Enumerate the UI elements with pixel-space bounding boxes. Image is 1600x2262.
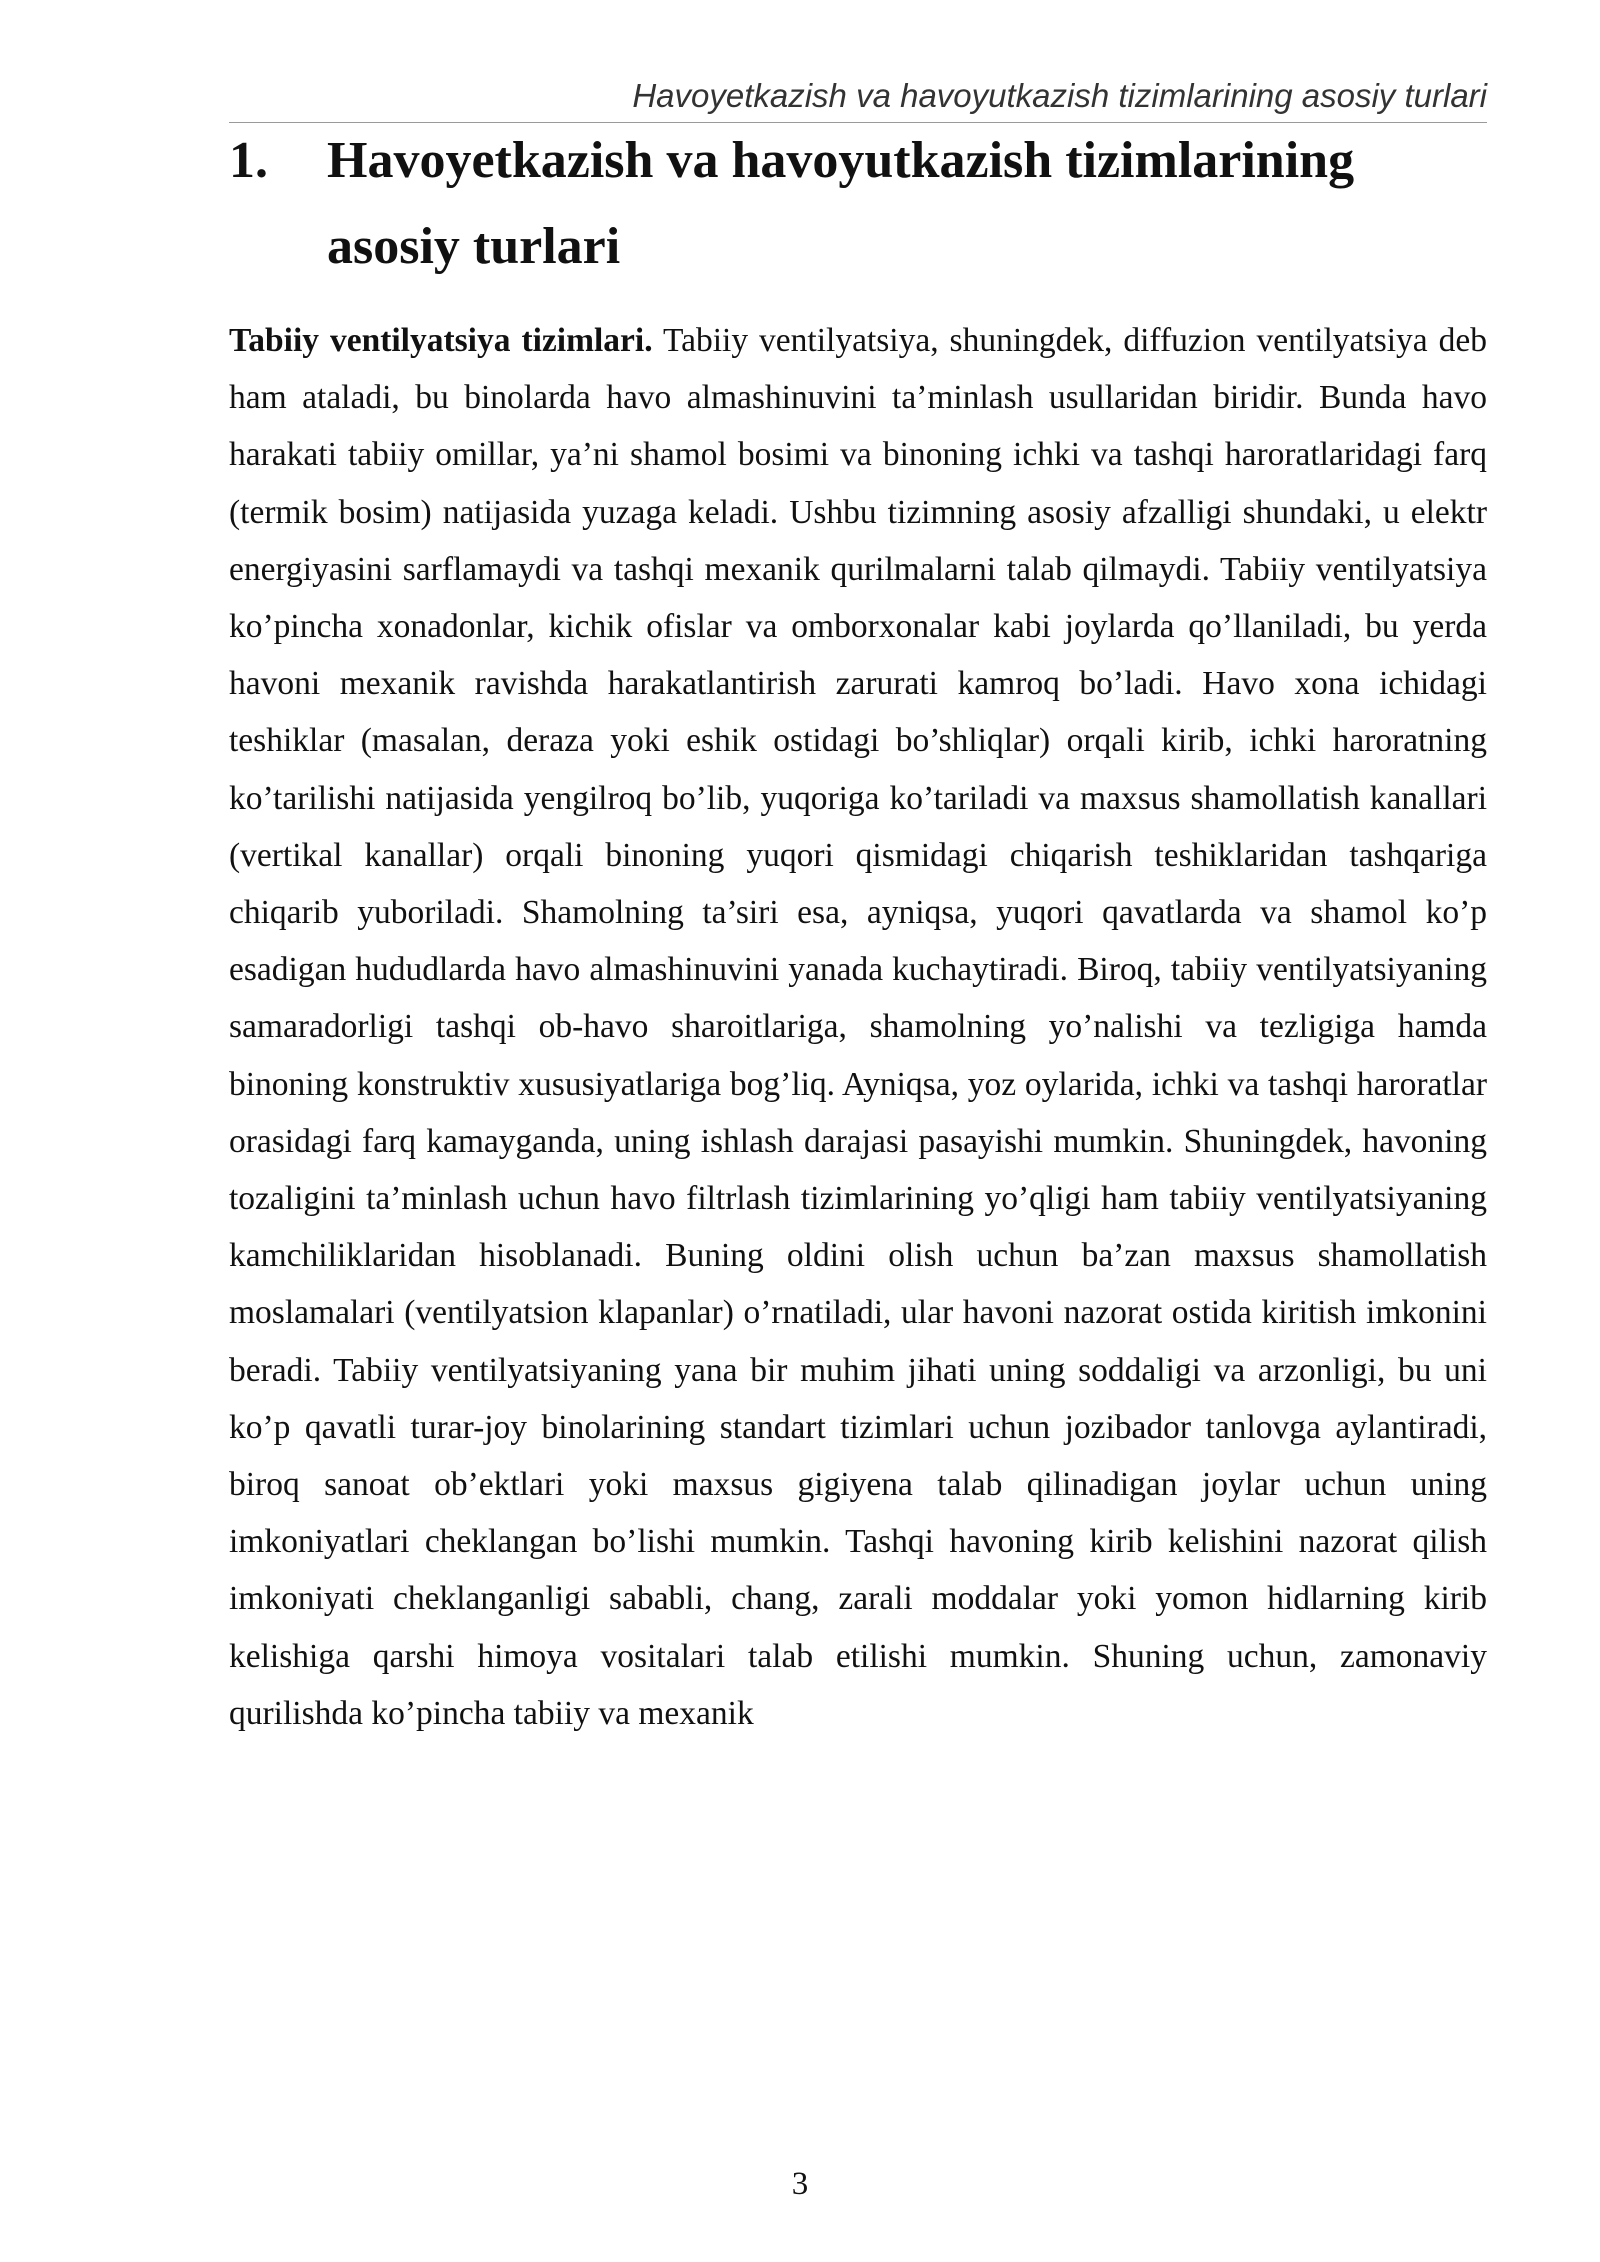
page-number: 3: [791, 2166, 809, 2202]
chapter-heading: [229, 118, 1487, 290]
running-header: Havoyetkazish va havoyutkazish tizimlarining asosiy turlari: [632, 77, 1487, 114]
chapter-title: Havoyetkazish va havoyutkazish tizimlarining asosiy turlari: [327, 132, 1355, 275]
body-paragraph: [229, 312, 1487, 1742]
paragraph-text: Tabiiy ventilyatsiya, shuningdek, diffuzion ventilyatsiya deb ham ataladi, bu binolarda havo almashinuvini ta’minlash usullaridan biridir. Bunda havo harakati tabiiy omillar, ya’ni shamol bosimi va binoning ichki va tashqi haroratlaridagi farq (termik bosim) natijasida yuzaga keladi. Ushbu tizimning asosiy afzalligi shundaki, u elektr energiyasini sarflamaydi va tashqi mexanik qurilmalarni talab qilmaydi. Tabiiy ventilyatsiya ko’pincha xonadonlar, kichik ofislar va omborxonalar kabi joylarda qo’llaniladi, bu yerda havoni mexanik ravishda harakatlantirish zarurati kamroq bo’ladi. Havo xona ichidagi teshiklar (masalan, deraza yoki eshik ostidagi bo’shliqlar) orqali kirib, ichki haroratning ko’tarilishi natijasida yengilroq bo’lib, yuqoriga ko’tariladi va maxsus shamollatish kanallari (vertikal kanallar) orqali binoning yuqori qismidagi chiqarish teshiklaridan tashqariga chiqarib yuboriladi. Shamolning ta’siri esa, ayniqsa, yuqori qavatlarda va shamol ko’p esadigan hududlarda havo almashinuvini yanada kuchaytiradi. Biroq, tabiiy ventilyatsiyaning samaradorligi tashqi ob-havo sharoitlariga, shamolning yo’nalishi va tezligiga hamda binoning konstruktiv xususiyatlariga bog’liq. Ayniqsa, yoz oylarida, ichki va tashqi haroratlar orasidagi farq kamayganda, uning ishlash darajasi pasayishi mumkin. Shuningdek, havoning tozaligini ta’minlash uchun havo filtrlash tizimlarining yo’qligi ham tabiiy ventilyatsiyaning kamchiliklaridan hisoblanadi. Buning oldini olish uchun ba’zan maxsus shamollatish moslamalari (ventilyatsion klapanlar) o’rnatiladi, ular havoni nazorat ostida kiritish imkonini beradi. Tabiiy ventilyatsiyaning yana bir muhim jihati uning soddaligi va arzonligi, bu uni ko’p qavatli turar-joy binolarining standart tizimlari uchun jozibador tanlovga aylantiradi, biroq sanoat ob’ektlari yoki maxsus gigiyena talab qilinadigan joylar uchun uning imkoniyatlari cheklangan bo’lishi mumkin. Tashqi havoning kirib kelishini nazorat qilish imkoniyati cheklanganligi sababli, chang, zarali moddalar yoki yomon hidlarning kirib kelishiga qarshi himoya vositalari talab etilishi mumkin. Shuning uchun, zamonaviy qurilishda ko’pincha tabiiy va mexanik: [229, 322, 1487, 1732]
chapter-number: 1.: [229, 132, 268, 189]
paragraph-lead: Tabiiy ventilyatsiya tizimlari.: [229, 322, 653, 359]
